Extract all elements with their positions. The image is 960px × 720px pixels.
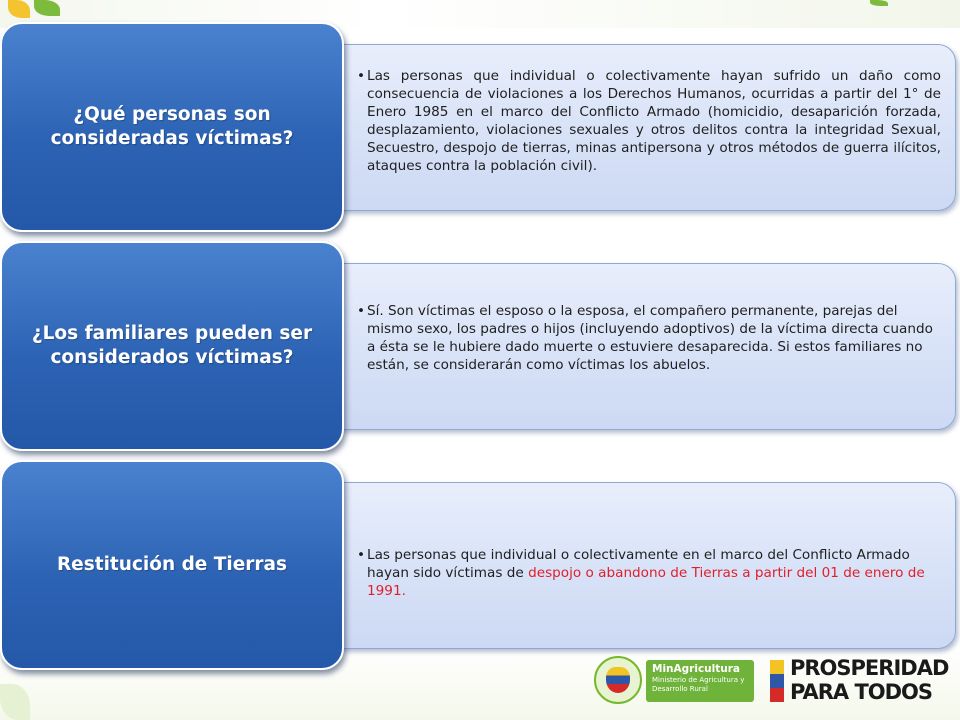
campaign-slogan <box>790 656 950 704</box>
answer-box <box>318 44 956 211</box>
ministry-subtitle: Ministerio de Agricultura y Desarrollo Rural <box>652 676 745 693</box>
section-title: Restitución de Tierras <box>56 554 288 575</box>
answer-box <box>318 482 956 649</box>
question-box <box>0 22 344 232</box>
campaign-line-2: PARA TODOS <box>790 680 933 704</box>
bullet-icon: • <box>357 303 366 319</box>
question-title: ¿Los familiares pueden ser considerados víctimas? <box>31 323 313 368</box>
highlighted-text: despojo o abandono de Tierras a partir del 01 de enero de 1991. <box>367 565 925 599</box>
bullet-icon: • <box>357 547 366 563</box>
campaign-line-1: PROSPERIDAD <box>790 656 949 680</box>
leaf-decoration-icon <box>870 0 888 6</box>
question-box <box>0 460 344 670</box>
answer-text: • Las personas que individual o colectivamente en el marco del Conflicto Armado hayan sido víctimas de despojo o abandono de Tierras a partir del 01 de enero de 1991. <box>357 547 925 599</box>
answer-text: • Sí. Son víctimas el esposo o la esposa, el compañero permanente, parejas del mismo sexo, los padres o hijos (incluyendo adoptivos) de la víctima directa cuando a ésta se le hubiere dado muerte o estuviere desaparecida. Si estos familiares no están, se considerarán como víctimas los abuelos. <box>357 303 933 373</box>
answer-box <box>318 263 956 430</box>
ministry-name: MinAgricultura <box>652 663 740 675</box>
prosperidad-para-todos-logo <box>770 656 948 706</box>
ministry-badge <box>646 660 754 702</box>
question-title: ¿Qué personas son consideradas víctimas? <box>50 104 294 149</box>
colombia-coat-of-arms-icon <box>594 656 642 704</box>
answer-text: • Las personas que individual o colectivamente hayan sufrido un daño como consecuencia de violaciones a los Derechos Humanos, ocurridas a partir del 1° de Enero 1985 en el marco del Conflicto Armado (homicidio, desaparición forzada, desplazamiento, violaciones sexuales y otros delitos contra la integridad Sexual, Secuestro, despojo de tierras, minas antipersona y otros métodos de guerra ilícitos, ataques contra la población civil). <box>357 68 941 174</box>
bullet-icon: • <box>357 68 366 84</box>
colombia-flag-icon <box>770 660 784 702</box>
question-box <box>0 241 344 451</box>
ministry-logo <box>594 656 760 708</box>
